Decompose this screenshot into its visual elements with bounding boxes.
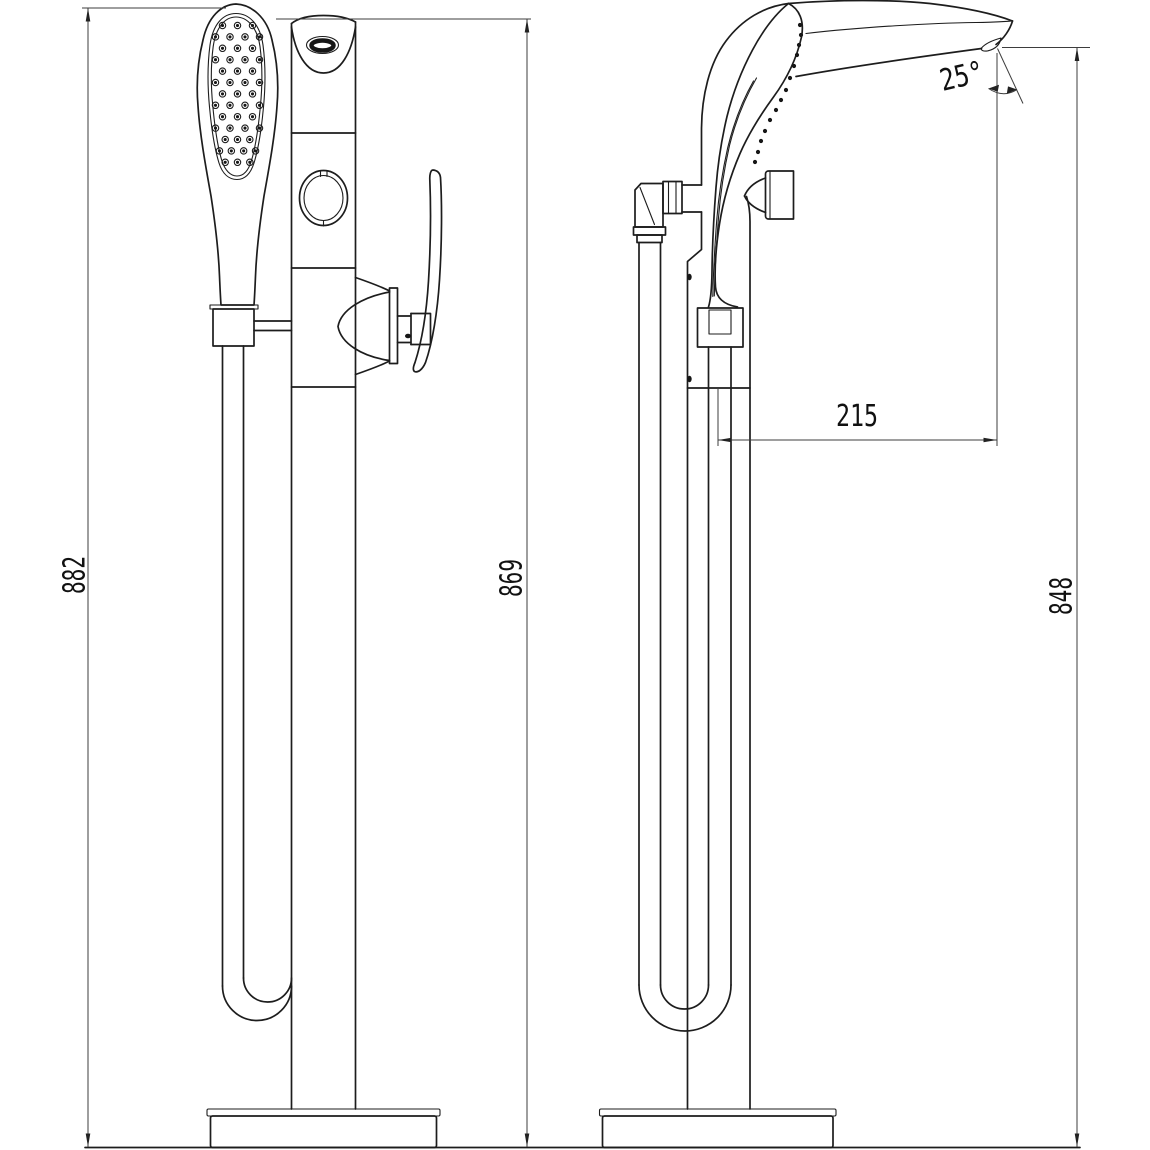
pipe-stub <box>682 185 702 212</box>
lever-handle-side <box>745 171 794 219</box>
dim-spout-top-height <box>495 19 530 1147</box>
nozzle-dot <box>774 108 778 112</box>
base-plate <box>207 1109 440 1116</box>
nozzle-dot <box>753 160 757 164</box>
base-front <box>207 1109 440 1148</box>
spray-dot-core <box>214 104 217 107</box>
spray-dot-core <box>228 127 231 130</box>
front-view <box>197 4 441 1148</box>
angle-reference-line <box>998 49 1024 104</box>
holder-block-side <box>698 308 744 347</box>
hose-collar <box>634 227 666 235</box>
spray-dot-core <box>243 35 246 38</box>
arrowhead <box>989 85 1000 92</box>
shower-holder-front <box>254 321 292 331</box>
dim-label-spout-top-height: 869 <box>494 542 530 597</box>
dim-label-spout-reach: 215 <box>836 399 878 434</box>
valve-stem <box>398 314 412 345</box>
elbow-nut-flat <box>669 182 677 214</box>
spout-tip-face <box>996 21 1013 45</box>
lever-neck <box>745 178 766 196</box>
dim-spout-outlet-height <box>1045 48 1080 1148</box>
diverter-ring-outer <box>300 171 348 226</box>
spray-dot-core <box>236 47 239 50</box>
spray-dot-core <box>254 149 257 152</box>
spray-dot-core <box>214 58 217 61</box>
supply-elbow-side <box>634 182 702 243</box>
spray-dot-core <box>258 35 261 38</box>
nozzle-dot <box>795 53 799 57</box>
spray-dot-core <box>221 24 224 27</box>
arrowhead <box>984 438 998 443</box>
spray-dot-core <box>218 149 221 152</box>
valve-cone-upper <box>356 278 390 292</box>
nozzle-dot <box>768 118 772 122</box>
base-plate <box>600 1109 837 1116</box>
dim-label-spout-outlet-height: 848 <box>1044 560 1080 615</box>
hose-u-turn-outer <box>639 985 731 1031</box>
column-edge <box>747 197 751 1110</box>
spray-dot-core <box>243 81 246 84</box>
dim-overall-height <box>58 8 93 1147</box>
valve-cone-lower <box>356 361 390 375</box>
spray-dot-core <box>214 127 217 130</box>
spray-dot-core <box>251 24 254 27</box>
arrowhead <box>86 8 91 22</box>
spray-dot-core <box>228 104 231 107</box>
dim-label-spout-angle: 25° <box>936 52 998 99</box>
spray-dot-core <box>236 92 239 95</box>
nozzle-dot <box>763 129 767 133</box>
spray-dot-core <box>251 47 254 50</box>
spray-dot-core <box>243 104 246 107</box>
spray-dot-core <box>236 70 239 73</box>
spray-dot-core <box>236 161 239 164</box>
arrowhead <box>525 1134 530 1148</box>
spray-dot-core <box>228 58 231 61</box>
dim-spout-reach <box>718 399 997 442</box>
spout-top-edge <box>789 1 1013 22</box>
base-side <box>600 1109 837 1148</box>
spray-dot-core <box>214 81 217 84</box>
spray-dot-core <box>230 149 233 152</box>
handshower-side <box>709 4 804 308</box>
shower-hose-side <box>639 243 731 1032</box>
hose-u-turn-inner <box>244 978 292 1002</box>
spray-dot-core <box>228 35 231 38</box>
holder-block-outline <box>698 308 744 347</box>
spray-dot-core <box>251 92 254 95</box>
spray-dot-core <box>224 138 227 141</box>
hose-collar <box>637 235 662 243</box>
spray-dot-core <box>248 161 251 164</box>
handle-seam <box>713 81 754 297</box>
nozzle-dot <box>799 33 803 37</box>
spray-dot-core <box>221 47 224 50</box>
nozzle-dot <box>784 88 788 92</box>
shower-hose-front <box>223 346 292 1021</box>
set-screw <box>687 274 691 280</box>
valve-cone-concave <box>338 292 390 361</box>
spout-top-inner-edge <box>806 21 1013 34</box>
spray-dot-core <box>242 149 245 152</box>
nozzle-dot <box>792 64 796 68</box>
dimension-annotations <box>58 8 1091 1147</box>
spray-dot-core <box>221 115 224 118</box>
nozzle-dot <box>779 98 783 102</box>
spray-dot-core <box>258 58 261 61</box>
dim-spout-angle <box>936 49 1023 104</box>
holder-block-inner <box>709 310 731 334</box>
side-view <box>600 1 1013 1148</box>
base-block <box>603 1116 834 1148</box>
spray-dot-core <box>251 70 254 73</box>
nozzle-dot <box>797 43 801 47</box>
arrowhead <box>718 438 732 443</box>
faucet-body-side <box>687 4 788 1110</box>
lever-handle-front <box>413 170 441 372</box>
spray-dot-core <box>236 115 239 118</box>
diverter-ring-inner <box>304 176 343 221</box>
spray-dot-core <box>258 104 261 107</box>
spray-dot-core <box>221 92 224 95</box>
spray-dot-core <box>243 58 246 61</box>
nozzle-dot <box>759 139 763 143</box>
dim-label-overall-height: 882 <box>57 539 93 594</box>
arrowhead <box>1075 1134 1080 1148</box>
handshower-profile-back <box>715 4 802 308</box>
elbow-nut <box>663 182 682 214</box>
spray-dot-core <box>214 35 217 38</box>
nozzle-dot <box>798 23 802 27</box>
hose-u-turn-outer <box>223 986 292 1021</box>
nozzle-dot <box>788 76 792 80</box>
spray-dot-core <box>221 70 224 73</box>
arrowhead <box>86 1134 91 1148</box>
spray-dot-core <box>248 138 251 141</box>
spray-dot-core <box>224 161 227 164</box>
spray-dot-core <box>236 138 239 141</box>
spray-dot-core <box>236 24 239 27</box>
spray-dot-core <box>251 115 254 118</box>
nozzle-dot <box>756 150 760 154</box>
spout-mouth-opening <box>312 41 334 51</box>
spray-dot-core <box>243 127 246 130</box>
arrowhead <box>1075 48 1080 62</box>
hose-nut-front <box>213 309 254 346</box>
spray-dot-core <box>258 81 261 84</box>
ring-notch <box>321 171 328 226</box>
valve-face <box>390 288 398 364</box>
hose-u-turn-inner <box>661 985 709 1009</box>
valve-body-front <box>338 170 442 375</box>
elbow-body <box>635 184 663 228</box>
elbow-facet <box>640 188 655 225</box>
nozzle-dots-side <box>753 23 803 164</box>
arrowhead <box>525 19 530 33</box>
spray-dot-core <box>258 127 261 130</box>
base-block <box>211 1116 437 1148</box>
riser-column-front <box>292 16 356 1110</box>
handshower-front <box>197 4 278 346</box>
spray-dot-core <box>228 81 231 84</box>
set-screw <box>687 376 691 382</box>
hub-screw <box>405 334 411 339</box>
